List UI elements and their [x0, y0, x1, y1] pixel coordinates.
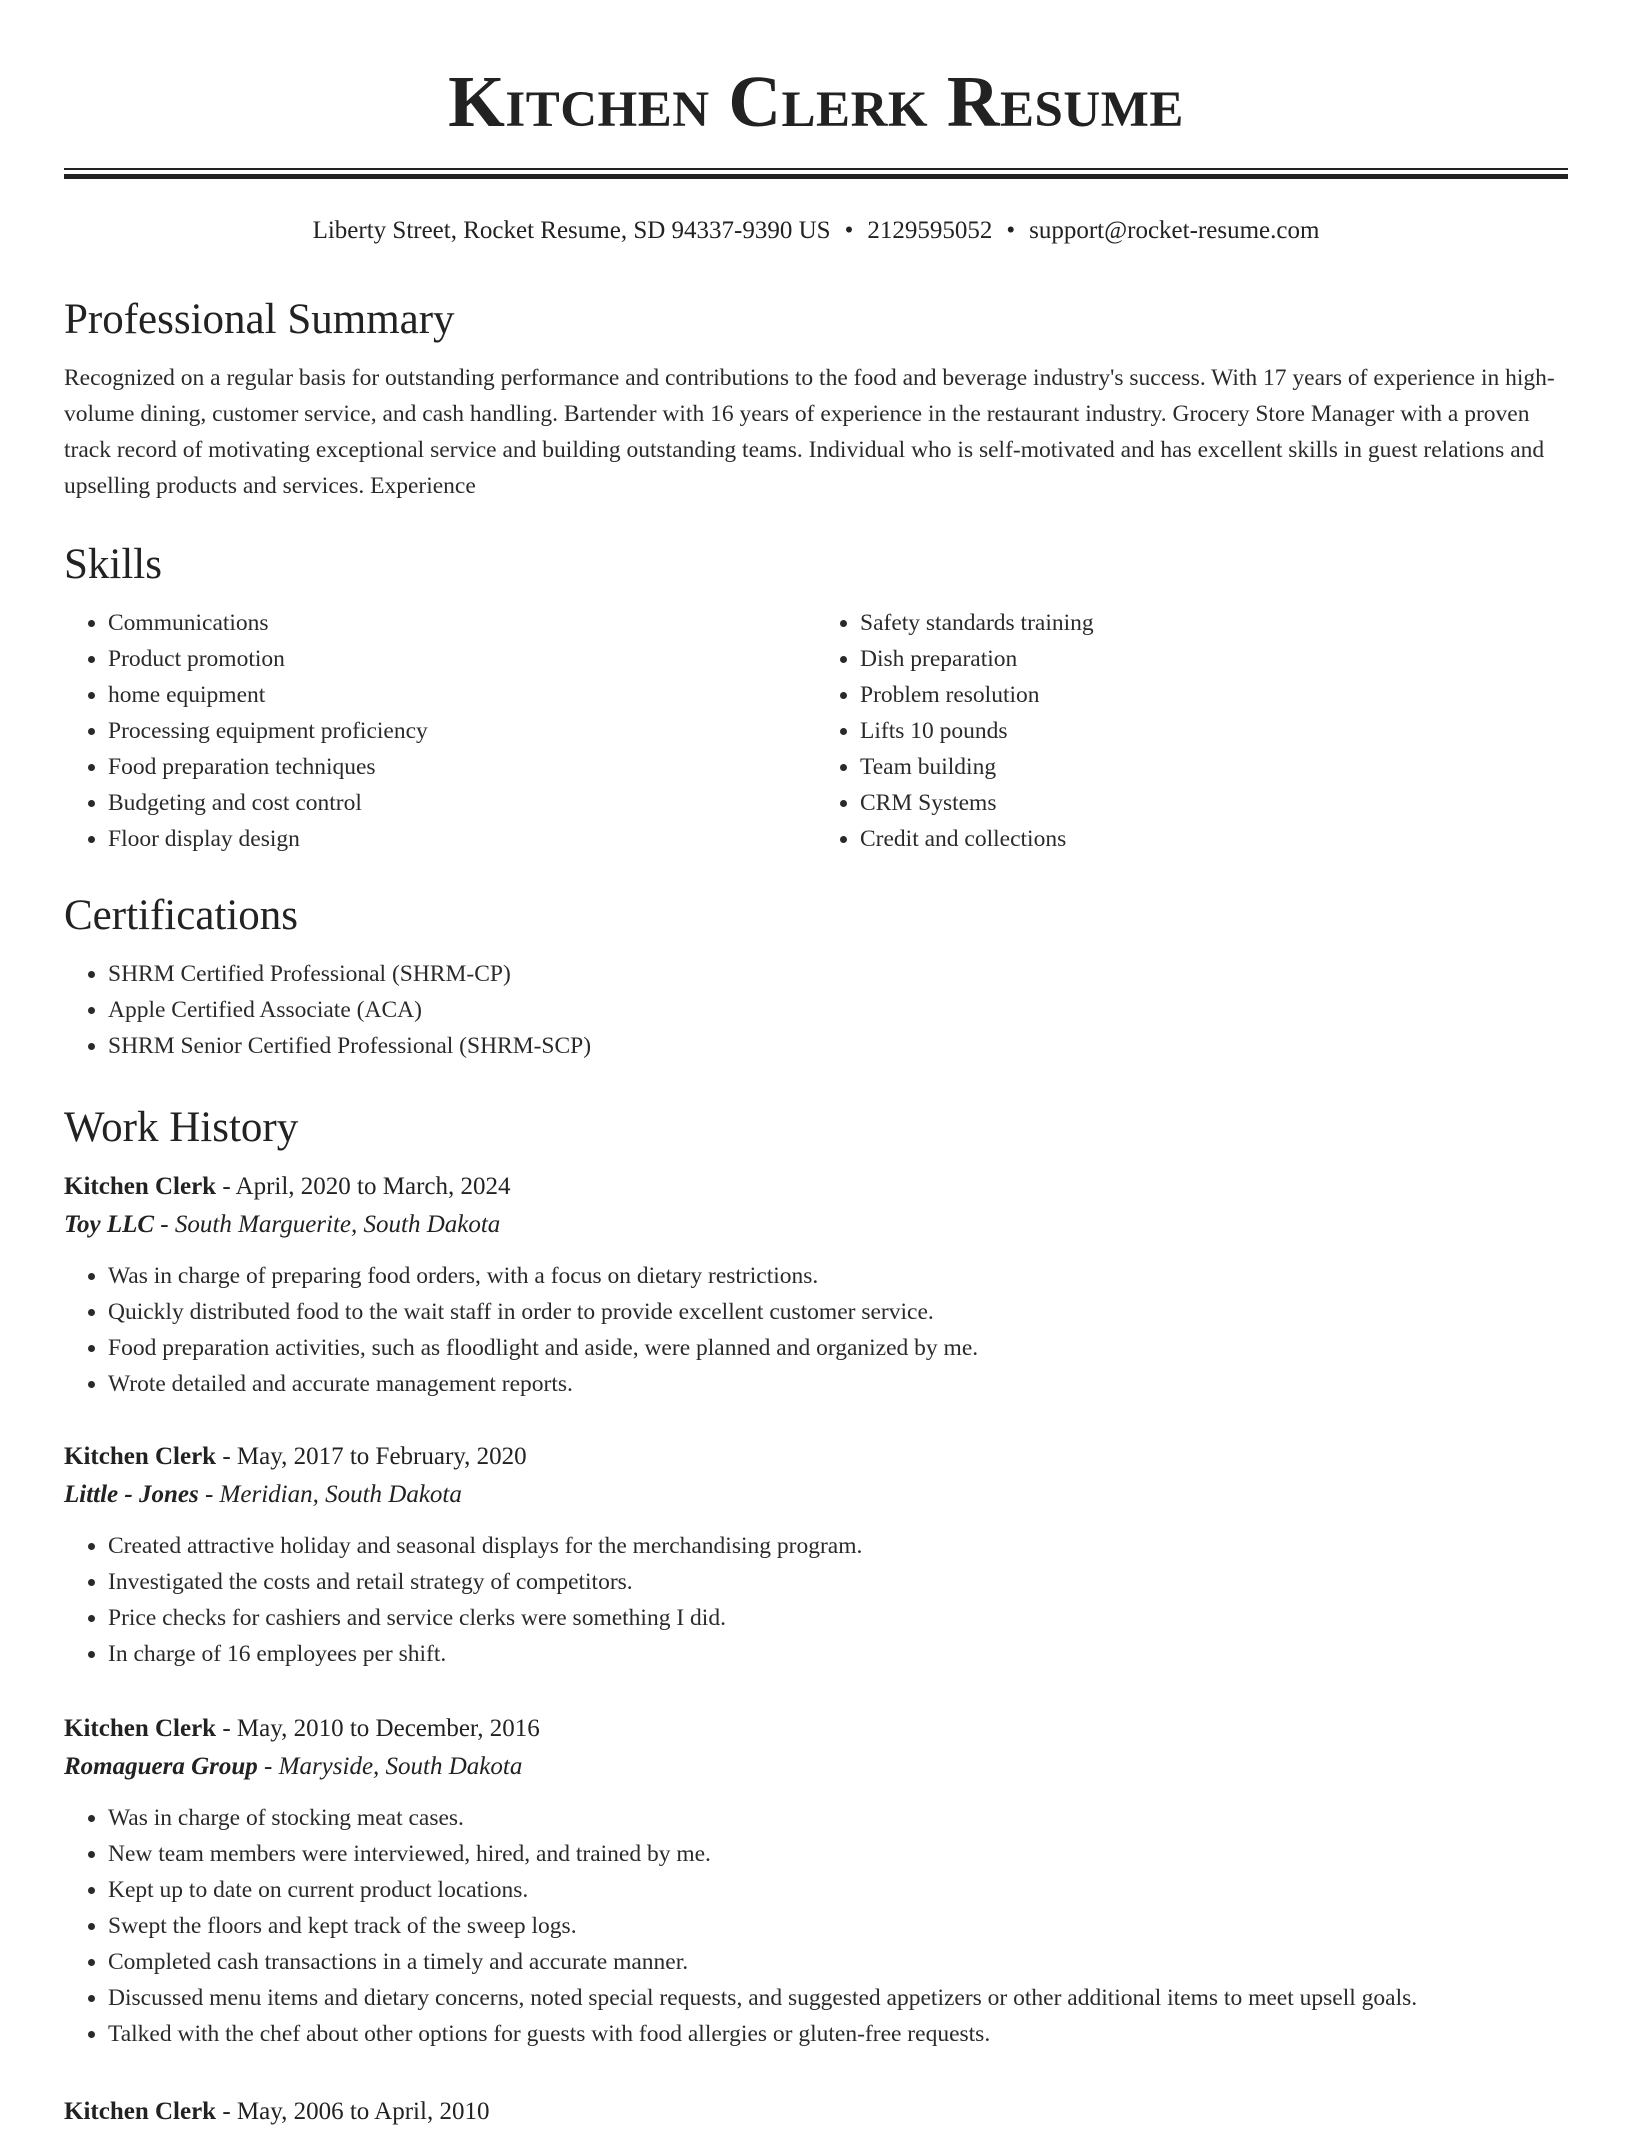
certifications-heading: Certifications — [64, 892, 299, 939]
page-title: Kitchen Clerk Resume — [448, 61, 1184, 142]
skill-item: • Communications — [108, 605, 816, 641]
job-duty: • Was in charge of preparing food orders, with a focus on dietary restrictions. — [108, 1258, 1568, 1294]
certification-item: • Apple Certified Associate (ACA) — [108, 992, 1568, 1028]
job-duty: • New team members were interviewed, hired, and trained by me. — [108, 1836, 1568, 1872]
job-duty: • Food preparation activities, such as floodlight and aside, were planned and organized by me. — [108, 1330, 1568, 1366]
job-company: Romaguera Group — [64, 1753, 258, 1780]
skill-item: • Budgeting and cost control — [108, 785, 816, 821]
skill-item: • Product promotion — [108, 641, 816, 677]
resume-page — [64, 0, 1568, 2125]
job-duty: • Kept up to date on current product locations. — [108, 1872, 1568, 1908]
header-divider-thin — [64, 168, 1568, 170]
skill-item: • Problem resolution — [860, 677, 1568, 713]
job-role: Kitchen Clerk — [64, 1443, 217, 1470]
job-duty: • Talked with the chef about other options for guests with food allergies or gluten-free requests. — [108, 2016, 1568, 2052]
job-entry — [64, 2093, 1568, 2131]
skill-item: • Safety standards training — [860, 605, 1568, 641]
skill-item: • CRM Systems — [860, 785, 1568, 821]
certification-item: • SHRM Certified Professional (SHRM-CP) — [108, 956, 1568, 992]
header-divider-thick — [64, 174, 1568, 179]
job-dates: - May, 2006 to April, 2010 — [216, 2098, 490, 2125]
job-dates: - April, 2020 to March, 2024 — [216, 1173, 511, 1200]
skill-item: • Lifts 10 pounds — [860, 713, 1568, 749]
job-entry — [64, 1438, 1568, 1672]
contact-address: Liberty Street, Rocket Resume, SD 94337-9390 US — [312, 217, 831, 244]
job-duty: • Created attractive holiday and seasonal displays for the merchandising program. — [108, 1528, 1568, 1564]
certifications-section — [64, 890, 1568, 1064]
job-duty: • Price checks for cashiers and service clerks were something I did. — [108, 1600, 1568, 1636]
job-entry — [64, 1710, 1568, 2052]
work-history-section — [64, 1102, 1568, 1154]
job-company-line — [64, 1206, 1568, 1244]
skills-columns — [64, 605, 1568, 857]
skill-item: • Floor display design — [108, 821, 816, 857]
job-role: Kitchen Clerk — [64, 1715, 217, 1742]
skill-item: • home equipment — [108, 677, 816, 713]
job-duty: • Investigated the costs and retail strategy of competitors. — [108, 1564, 1568, 1600]
job-duties-list — [64, 1800, 1568, 2052]
skills-heading: Skills — [64, 541, 162, 588]
contact-email: support@rocket-resume.com — [1029, 217, 1320, 244]
skill-item: • Dish preparation — [860, 641, 1568, 677]
job-title-line — [64, 2093, 1568, 2131]
work-history-heading: Work History — [64, 1104, 299, 1151]
skill-item: • Credit and collections — [860, 821, 1568, 857]
job-role: Kitchen Clerk — [64, 2098, 217, 2125]
skills-section — [64, 539, 1568, 857]
skills-list-right — [816, 605, 1568, 857]
contact-phone: 2129595052 — [867, 217, 993, 244]
skill-item: • Processing equipment proficiency — [108, 713, 816, 749]
job-location: - Meridian, South Dakota — [198, 1481, 462, 1508]
contact-separator: • — [844, 217, 854, 244]
job-duty: • Discussed menu items and dietary concerns, noted special requests, and suggested appetizers or other additional items to meet upsell goals. — [108, 1980, 1568, 2016]
job-duty: • In charge of 16 employees per shift. — [108, 1636, 1568, 1672]
job-company-line — [64, 1748, 1568, 1786]
summary-text: Recognized on a regular basis for outstanding performance and contributions to the food and beverage industry's success. With 17 years of experience in high-volume dining, customer service, and cash handling. Bartender with 16 years of experience in the restaurant industry. Grocery Store Manager with a proven track record of motivating exceptional service and building outstanding teams. Individual who is self-motivated and has excellent skills in guest relations and upselling products and services. Experience — [64, 365, 1555, 499]
skills-list-left — [64, 605, 816, 857]
summary-section — [64, 294, 1568, 504]
job-role: Kitchen Clerk — [64, 1173, 217, 1200]
job-duty: • Quickly distributed food to the wait staff in order to provide excellent customer service. — [108, 1294, 1568, 1330]
certifications-list — [64, 956, 1568, 1064]
job-company: Little - Jones — [64, 1481, 199, 1508]
job-duties-list — [64, 1258, 1568, 1402]
job-duty: • Wrote detailed and accurate management reports. — [108, 1366, 1568, 1402]
job-entry — [64, 1168, 1568, 1402]
job-duties-list — [64, 1528, 1568, 1672]
job-company: Toy LLC — [64, 1211, 155, 1238]
contact-separator: • — [1006, 217, 1016, 244]
job-location: - South Marguerite, South Dakota — [154, 1211, 501, 1238]
job-duty: • Swept the floors and kept track of the sweep logs. — [108, 1908, 1568, 1944]
job-duty: • Was in charge of stocking meat cases. — [108, 1800, 1568, 1836]
job-location: - Maryside, South Dakota — [257, 1753, 523, 1780]
skill-item: • Food preparation techniques — [108, 749, 816, 785]
job-title-line — [64, 1168, 1568, 1206]
summary-heading: Professional Summary — [64, 296, 455, 343]
job-dates: - May, 2017 to February, 2020 — [216, 1443, 527, 1470]
certification-item: • SHRM Senior Certified Professional (SHRM-SCP) — [108, 1028, 1568, 1064]
job-title-line — [64, 1438, 1568, 1476]
job-dates: - May, 2010 to December, 2016 — [216, 1715, 540, 1742]
job-duty: • Completed cash transactions in a timely and accurate manner. — [108, 1944, 1568, 1980]
job-title-line — [64, 1710, 1568, 1748]
contact-line — [64, 213, 1568, 249]
job-company-line — [64, 1476, 1568, 1514]
skill-item: • Team building — [860, 749, 1568, 785]
